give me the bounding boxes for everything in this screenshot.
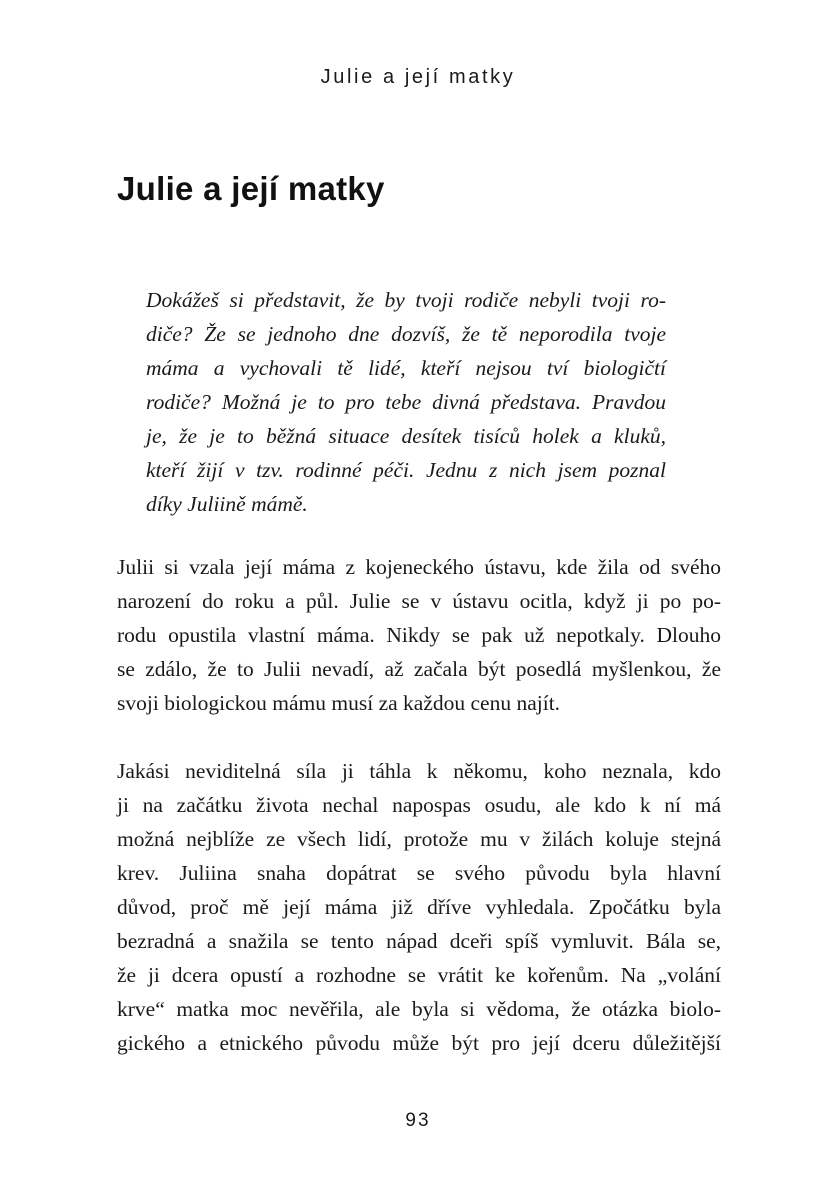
intro-line: máma a vychovali tě lidé, kteří nejsou tví biologičtí — [146, 356, 666, 380]
body-line: Julii si vzala její máma z kojeneckého ústavu, kde žila od svého — [117, 555, 721, 579]
page-number: 93 — [405, 1110, 431, 1131]
intro-line: kteří žijí v tzv. rodinné péči. Jednu z nich jsem poznal — [146, 458, 666, 482]
body-paragraph-2 — [117, 754, 721, 1060]
intro-line: rodiče? Možná je to pro tebe divná představa. Pravdou — [146, 390, 666, 414]
body-line: gického a etnického původu může být pro její dceru důležitější — [117, 1031, 721, 1055]
body-line: důvod, proč mě její máma již dříve vyhledala. Zpočátku byla — [117, 895, 721, 919]
running-head: Julie a její matky — [320, 66, 516, 88]
body-line: rodu opustila vlastní máma. Nikdy se pak už nepotkaly. Dlouho — [117, 623, 721, 647]
intro-paragraph — [146, 283, 666, 521]
body-line: ji na začátku života nechal napospas osudu, ale kdo k ní má — [117, 793, 721, 817]
body-line: možná nejblíže ze všech lidí, protože mu v žilách koluje stejná — [117, 827, 721, 851]
body-line: Jakási neviditelná síla ji táhla k někomu, koho neznala, kdo — [117, 759, 721, 783]
body-line: že ji dcera opustí a rozhodne se vrátit ke kořenům. Na „volání — [117, 963, 721, 987]
chapter-title: Julie a její matky — [117, 170, 385, 207]
body-line: krve“ matka moc nevěřila, ale byla si vědoma, že otázka biolo- — [117, 997, 721, 1021]
body-paragraph-1 — [117, 550, 721, 720]
body-line: bezradná a snažila se tento nápad dceři spíš vymluvit. Bála se, — [117, 929, 721, 953]
intro-line: díky Juliině mámě. — [146, 492, 308, 516]
intro-line: je, že je to běžná situace desítek tisíců holek a kluků, — [146, 424, 666, 448]
intro-line: diče? Že se jednoho dne dozvíš, že tě neporodila tvoje — [146, 322, 666, 346]
body-line: se zdálo, že to Julii nevadí, až začala být posedlá myšlenkou, že — [117, 657, 721, 681]
body-line: narození do roku a půl. Julie se v ústavu ocitla, když ji po po- — [117, 589, 721, 613]
body-line: svoji biologickou mámu musí za každou cenu najít. — [117, 691, 561, 715]
body-line: krev. Juliina snaha dopátrat se svého původu byla hlavní — [117, 861, 721, 885]
intro-line: Dokážeš si představit, že by tvoji rodiče nebyli tvoji ro- — [146, 288, 666, 312]
